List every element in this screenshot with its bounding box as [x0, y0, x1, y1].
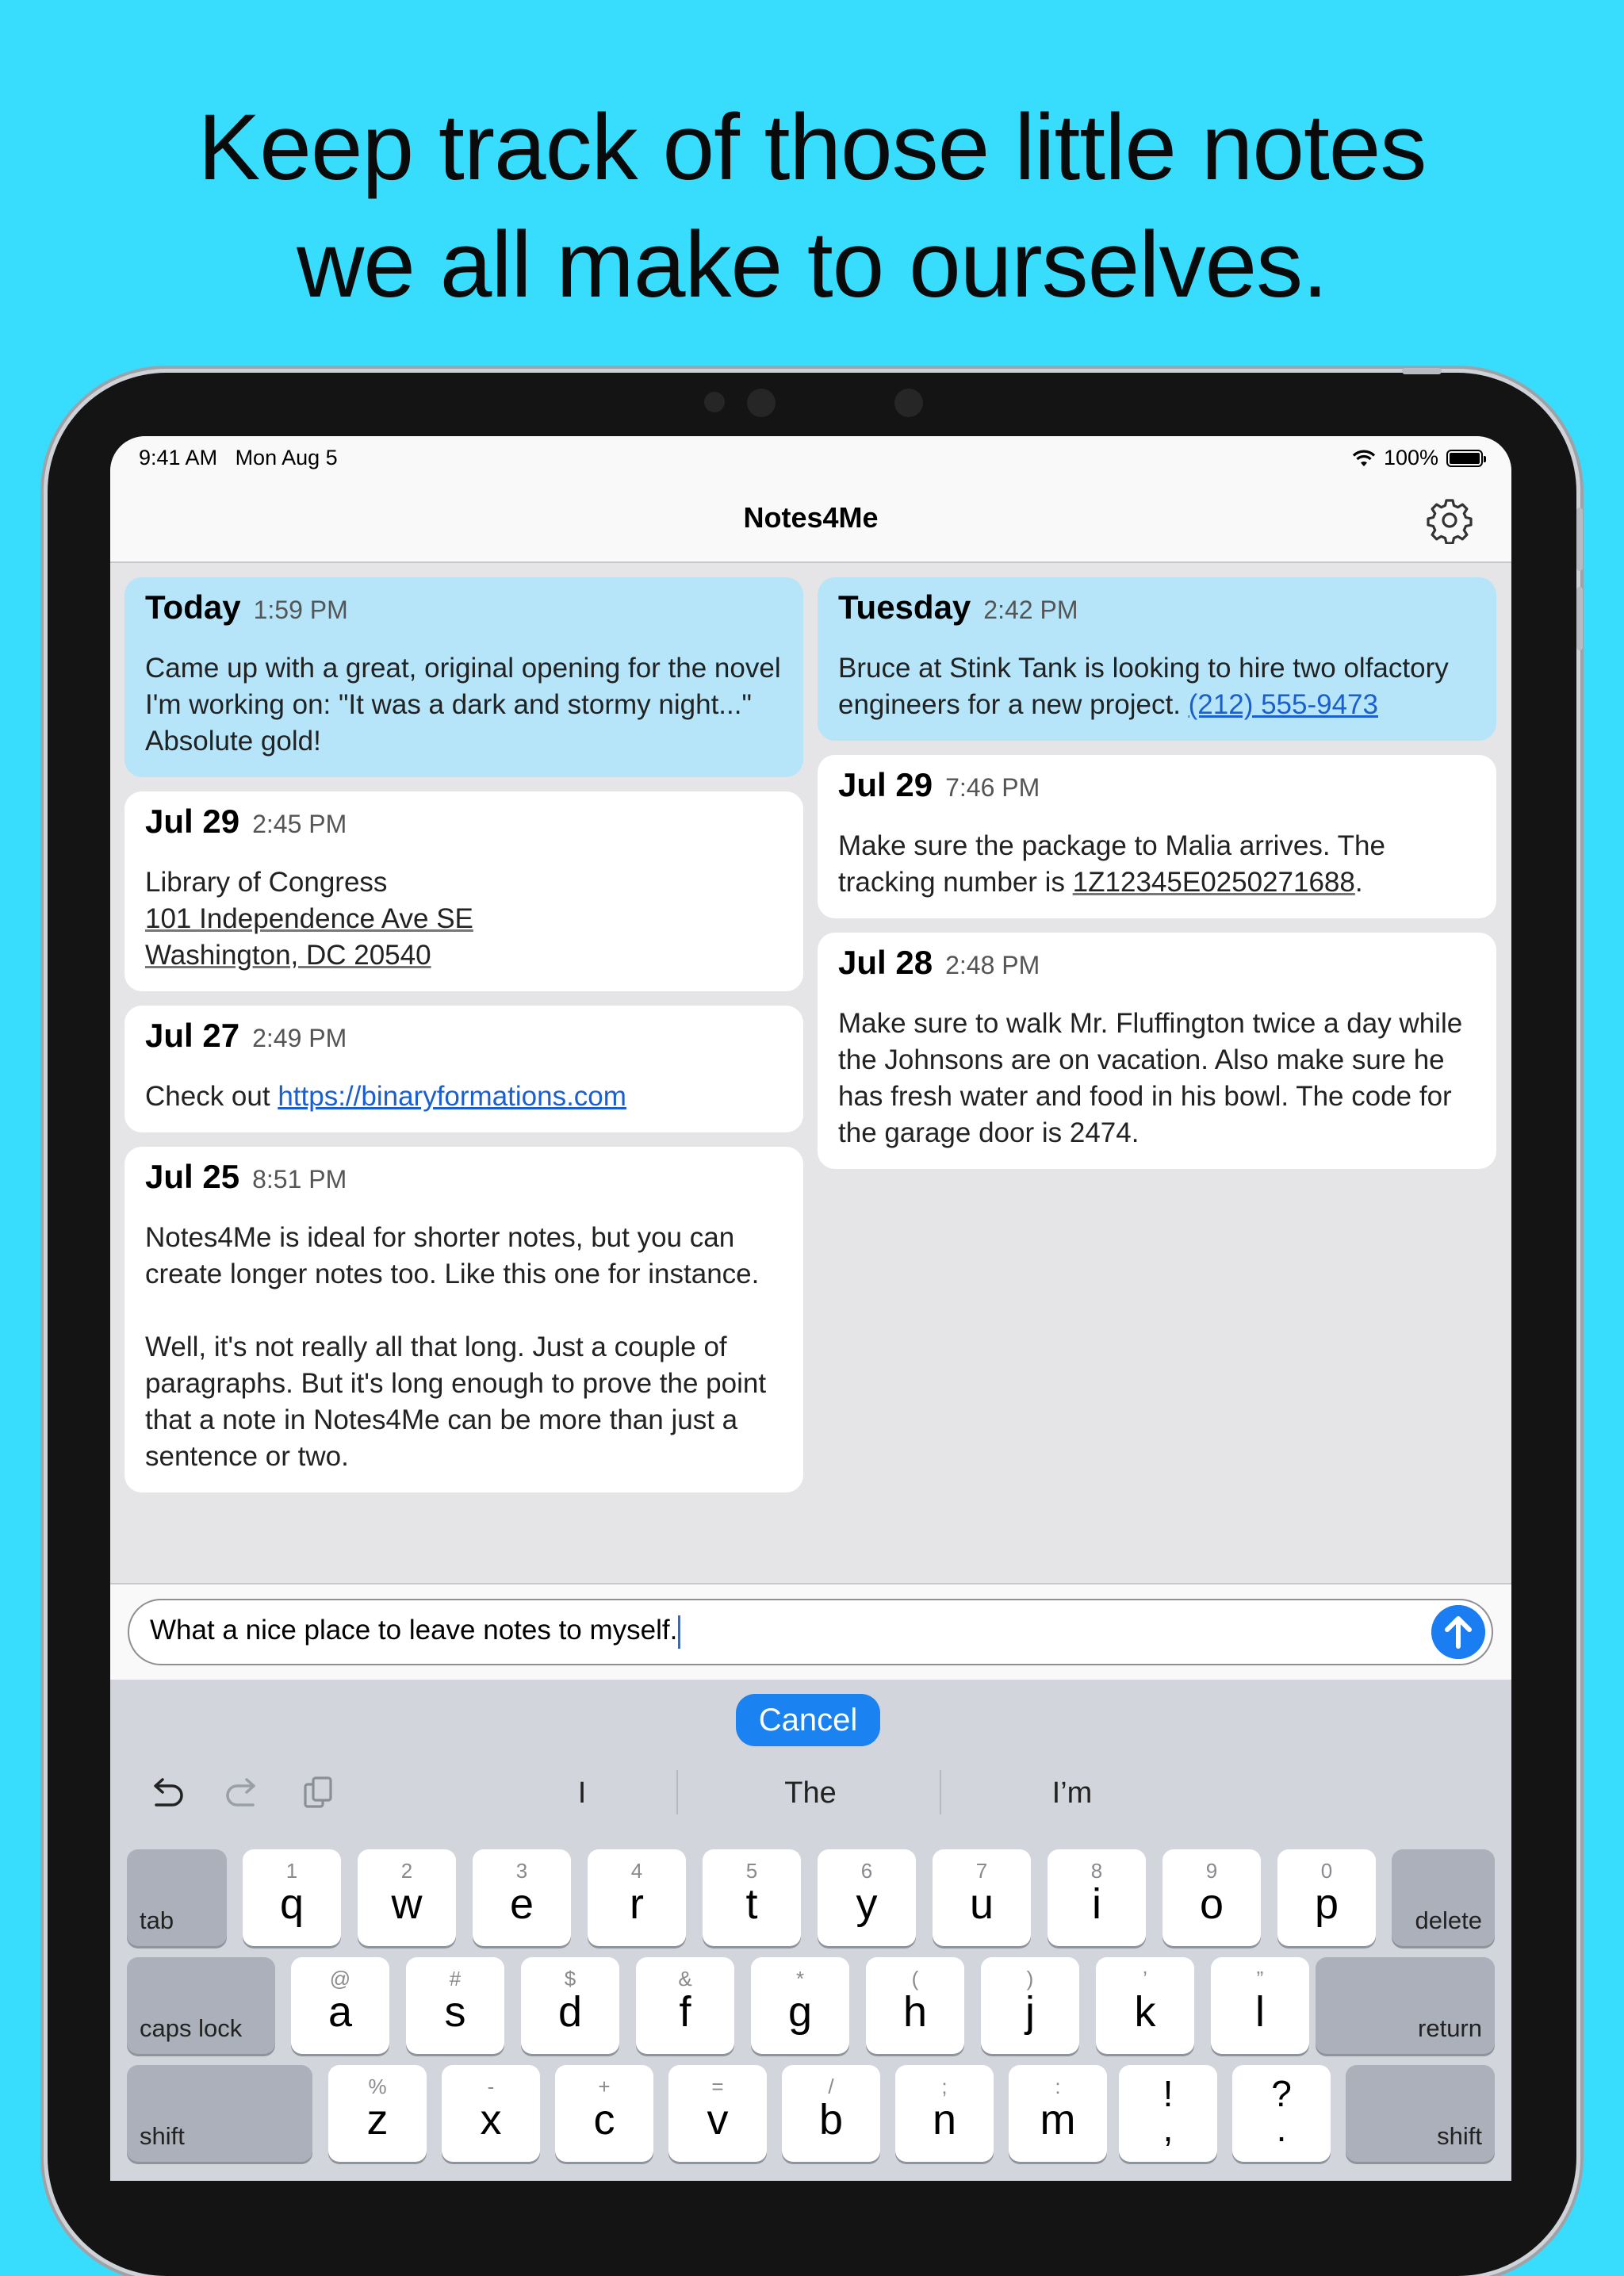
note-input[interactable] [128, 1599, 1493, 1665]
key-label: v [707, 2096, 729, 2144]
key-label: y [856, 1880, 878, 1928]
note-card[interactable] [818, 933, 1496, 1169]
notes-column-left [124, 577, 803, 1507]
key-c[interactable] [555, 2065, 653, 2162]
key-label: n [932, 2096, 957, 2144]
key-q[interactable] [243, 1849, 341, 1946]
note-date: Jul 28 [838, 944, 933, 981]
key-n[interactable] [895, 2065, 994, 2162]
key-m[interactable] [1009, 2065, 1107, 2162]
key-label: r [630, 1880, 644, 1928]
suggestion-divider [940, 1770, 941, 1814]
question-period-key[interactable] [1232, 2065, 1331, 2162]
key-label: g [787, 1988, 813, 2036]
key-label: q [279, 1880, 304, 1928]
note-header [838, 944, 1476, 991]
delete-key-label: delete [1415, 1906, 1482, 1934]
key-hint: 7 [975, 1859, 988, 1883]
note-header [145, 1158, 783, 1205]
key-label: k [1134, 1988, 1156, 2036]
gear-icon[interactable] [1426, 496, 1473, 544]
note-input-text [150, 1615, 680, 1649]
send-arrow-icon[interactable] [1431, 1605, 1485, 1659]
key-label: c [593, 2096, 615, 2144]
note-date: Jul 29 [145, 803, 240, 840]
key-a[interactable] [291, 1957, 389, 2054]
page-title: Notes4Me [743, 501, 879, 534]
key-hint: 6 [860, 1859, 873, 1883]
key-bottom-char: . [1276, 2108, 1287, 2149]
note-time: 8:51 PM [252, 1165, 347, 1194]
cancel-button[interactable]: Cancel [736, 1694, 880, 1746]
screen [110, 436, 1511, 2181]
key-hint: % [368, 2075, 387, 2098]
key-hint: - [487, 2075, 495, 2098]
key-f[interactable] [636, 1957, 734, 2054]
headline [0, 89, 1624, 324]
exclamation-comma-key[interactable] [1119, 2065, 1217, 2162]
headline-line-1: Keep track of those little notes [197, 95, 1427, 200]
key-hint: 1 [285, 1859, 298, 1883]
return-key[interactable] [1316, 1957, 1495, 2054]
note-card[interactable] [124, 1147, 803, 1492]
address-name: Library of Congress [145, 867, 388, 898]
note-text-prefix: Bruce at Stink Tank is looking to hire two olfactory engineers for a new project. [838, 653, 1457, 720]
key-g[interactable] [751, 1957, 849, 2054]
paste-icon[interactable] [297, 1772, 340, 1814]
note-date: Tuesday [838, 588, 971, 626]
notes-column-right [818, 577, 1496, 1183]
shift-key-left[interactable] [127, 2065, 312, 2162]
key-hint: 8 [1090, 1859, 1103, 1883]
status-indicators [1352, 446, 1483, 470]
key-u[interactable] [933, 1849, 1031, 1946]
note-card[interactable] [124, 1006, 803, 1132]
key-label: x [480, 2096, 502, 2144]
note-header [145, 803, 783, 850]
key-label: u [969, 1880, 994, 1928]
note-text-prefix: Make sure the package to Malia arrives. The tracking number is [838, 830, 1393, 898]
key-hint: ; [941, 2075, 948, 2098]
key-d[interactable] [521, 1957, 619, 2054]
suggestion-2[interactable]: The [784, 1776, 837, 1810]
key-hint: ( [911, 1967, 919, 1991]
key-label: l [1255, 1988, 1265, 2036]
suggestion-1[interactable]: I [577, 1776, 587, 1810]
key-k[interactable] [1096, 1957, 1194, 2054]
key-hint: / [828, 2075, 834, 2098]
keyboard [110, 1680, 1511, 2181]
key-r[interactable] [588, 1849, 686, 1946]
key-s[interactable] [406, 1957, 504, 2054]
note-text: Came up with a great, original opening for the novel I'm working on: "It was a dark and stormy night..." Absolute gold! [145, 653, 789, 757]
tracking-link[interactable]: 1Z12345E0250271688 [1072, 867, 1355, 898]
key-label: m [1040, 2096, 1076, 2144]
key-hint: # [449, 1967, 462, 1991]
key-label: w [391, 1880, 423, 1928]
key-l[interactable] [1211, 1957, 1309, 2054]
note-text [145, 864, 783, 974]
volume-down-button [1576, 587, 1583, 650]
key-hint: 5 [745, 1859, 758, 1883]
note-header [145, 588, 783, 636]
suggestion-3[interactable]: I’m [1051, 1776, 1093, 1810]
key-hint: : [1055, 2075, 1061, 2098]
note-time: 2:48 PM [945, 951, 1040, 979]
return-key-label: return [1418, 2014, 1482, 2042]
key-label: p [1314, 1880, 1339, 1928]
key-i[interactable] [1048, 1849, 1146, 1946]
note-card[interactable] [124, 791, 803, 991]
note-input-value: What a nice place to leave notes to myself. [150, 1615, 678, 1646]
note-paragraph-2: Well, it's not really all that long. Just a couple of paragraphs. But it's long enough to prove the point that a note in Notes4Me can be more than just a sentence or two. [145, 1331, 774, 1472]
delete-key[interactable] [1392, 1849, 1495, 1946]
key-v[interactable] [668, 2065, 767, 2162]
key-label: e [509, 1880, 534, 1928]
key-label: t [745, 1880, 758, 1928]
caps-lock-key-label: caps lock [140, 2014, 243, 2042]
status-time: 9:41 AM Mon Aug 5 [139, 446, 338, 469]
note-card[interactable] [818, 755, 1496, 918]
note-header [145, 1017, 783, 1064]
exclamation-comma-label [1119, 2073, 1217, 2149]
tab-key[interactable] [127, 1849, 227, 1946]
url-link[interactable]: https://binaryformations.com [278, 1081, 626, 1112]
key-bottom-char: , [1162, 2108, 1174, 2149]
suggestion-divider [676, 1770, 678, 1814]
note-header [838, 588, 1476, 636]
navigation-bar [110, 436, 1511, 563]
key-label: z [366, 2096, 389, 2144]
note-time: 2:42 PM [983, 596, 1078, 624]
key-top-char: ! [1162, 2073, 1174, 2114]
key-hint: 0 [1320, 1859, 1333, 1883]
wifi-icon [1352, 449, 1376, 468]
key-x[interactable] [442, 2065, 540, 2162]
key-hint: 3 [515, 1859, 528, 1883]
shift-key-right[interactable] [1346, 2065, 1495, 2162]
address-city-link[interactable]: Washington, DC 20540 [145, 940, 431, 971]
key-hint: $ [564, 1967, 576, 1991]
key-y[interactable] [818, 1849, 916, 1946]
volume-up-button [1576, 508, 1583, 571]
note-text: Make sure to walk Mr. Fluffington twice a day while the Johnsons are on vacation. Also make sure he has fresh water and food in his bowl. The code for the garage door is 2474. [838, 1008, 1470, 1148]
key-hint: ” [1256, 1967, 1264, 1991]
note-time: 7:46 PM [945, 773, 1040, 802]
key-hint: 9 [1205, 1859, 1218, 1883]
note-text-suffix: . [1354, 867, 1363, 898]
tab-key-label: tab [140, 1906, 174, 1934]
key-hint: 2 [400, 1859, 413, 1883]
redo-icon[interactable] [221, 1772, 264, 1814]
note-time: 2:49 PM [252, 1024, 347, 1052]
note-paragraph-1: Notes4Me is ideal for shorter notes, but you can create longer notes too. Like this one for instance. [145, 1222, 760, 1289]
key-label: a [327, 1988, 353, 2036]
address-street-link[interactable]: 101 Independence Ave SE [145, 903, 473, 934]
headline-line-2: we all make to ourselves. [297, 213, 1327, 317]
battery-icon [1446, 450, 1483, 467]
key-label: s [444, 1988, 466, 2036]
battery-percent: 100% [1383, 446, 1438, 469]
key-label: i [1092, 1880, 1101, 1928]
caps-lock-key[interactable] [127, 1957, 275, 2054]
key-label: o [1199, 1880, 1224, 1928]
key-w[interactable] [358, 1849, 456, 1946]
phone-link[interactable]: (212) 555-9473 [1188, 689, 1378, 720]
key-hint: & [678, 1967, 692, 1991]
key-hint: = [711, 2075, 724, 2098]
note-card[interactable] [818, 577, 1496, 741]
note-time: 1:59 PM [253, 596, 348, 624]
key-label: h [902, 1988, 928, 2036]
note-text [838, 828, 1476, 901]
camera-sensor [704, 392, 725, 412]
note-date: Jul 29 [838, 766, 933, 803]
camera-lens [747, 389, 776, 417]
key-hint: 4 [630, 1859, 643, 1883]
compose-bar [110, 1583, 1511, 1680]
shift-key-label: shift [140, 2122, 185, 2150]
key-label: b [818, 2096, 844, 2144]
shift-key-label: shift [1437, 2122, 1482, 2150]
key-e[interactable] [473, 1849, 571, 1946]
text-caret [678, 1615, 680, 1649]
key-label: j [1025, 1988, 1035, 2036]
key-hint: * [795, 1967, 805, 1991]
key-hint: ’ [1143, 1967, 1147, 1991]
key-t[interactable] [703, 1849, 801, 1946]
key-hint: + [598, 2075, 611, 2098]
note-text-prefix: Check out [145, 1081, 278, 1112]
note-text [145, 1079, 783, 1115]
note-header [838, 766, 1476, 814]
note-date: Jul 27 [145, 1017, 240, 1054]
note-date: Today [145, 588, 241, 626]
key-j[interactable] [981, 1957, 1079, 2054]
key-label: f [679, 1988, 691, 2036]
key-h[interactable] [866, 1957, 964, 2054]
note-date: Jul 25 [145, 1158, 240, 1195]
key-label: d [557, 1988, 583, 2036]
key-top-char: ? [1271, 2073, 1292, 2114]
note-text [838, 650, 1476, 723]
key-b[interactable] [782, 2065, 880, 2162]
undo-icon[interactable] [145, 1772, 188, 1814]
question-period-label [1232, 2073, 1331, 2149]
key-hint: ) [1026, 1967, 1034, 1991]
key-o[interactable] [1162, 1849, 1261, 1946]
camera-flash [894, 389, 923, 417]
note-card[interactable] [124, 577, 803, 777]
note-time: 2:45 PM [252, 810, 347, 838]
key-z[interactable] [328, 2065, 427, 2162]
key-hint: @ [329, 1967, 351, 1991]
key-p[interactable] [1277, 1849, 1376, 1946]
top-button [1402, 368, 1442, 374]
